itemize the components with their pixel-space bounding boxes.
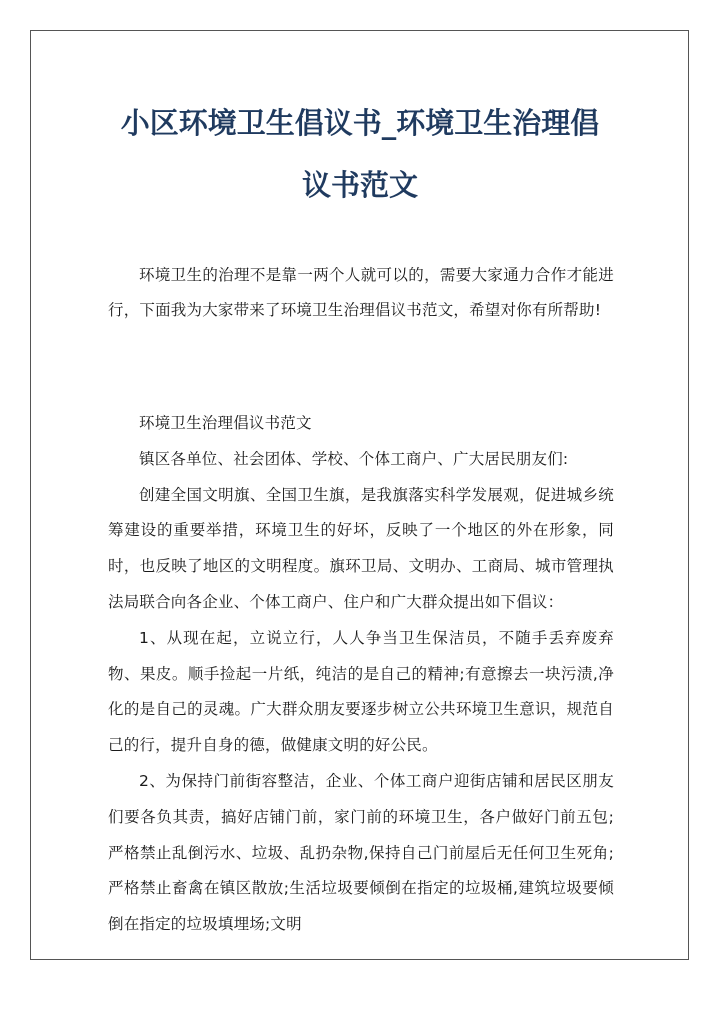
body-paragraph-2: 1、从现在起，立说立行，人人争当卫生保洁员，不随手丢弃废弃物、果皮。顺手捡起一片纸，纯洁的是自己的精神;有意擦去一块污渍,净化的是自己的灵魂。广大群众朋友要逐步树立公共环境卫生意识，规范自己的行，提升自身的德，做健康文明的好公民。 — [108, 628, 614, 755]
document-title — [30, 92, 690, 216]
intro-block — [108, 258, 614, 328]
title-line-1: 小区环境卫生倡议书_环境卫生治理倡 — [120, 106, 600, 140]
section-title: 环境卫生治理倡议书范文 — [139, 414, 312, 432]
title-line-2: 议书范文 — [301, 168, 418, 202]
body-paragraph-3: 2、为保持门前街容整洁，企业、个体工商户迎街店铺和居民区朋友们要各负其责，搞好店铺门前，家门前的环境卫生，各户做好门前五包;严格禁止乱倒污水、垃圾、乱扔杂物,保持自己门前屋后无任何卫生死角;严格禁止畜禽在镇区散放;生活垃圾要倾倒在指定的垃圾桶,建筑垃圾要倾倒在指定的垃圾填埋场;文明 — [108, 771, 614, 934]
greeting-paragraph: 镇区各单位、社会团体、学校、个体工商户、广大居民朋友们: — [139, 449, 569, 468]
main-content — [108, 406, 614, 943]
intro-paragraph: 环境卫生的治理不是靠一两个人就可以的，需要大家通力合作才能进行，下面我为大家带来了环境卫生治理倡议书范文，希望对你有所帮助! — [108, 266, 614, 319]
body-paragraph-1: 创建全国文明旗、全国卫生旗，是我旗落实科学发展观，促进城乡统筹建设的重要举措，环境卫生的好坏，反映了一个地区的外在形象，同时，也反映了地区的文明程度。旗环卫局、文明办、工商局、城市管理执法局联合向各企业、个体工商户、住户和广大群众提出如下倡议： — [108, 485, 614, 611]
